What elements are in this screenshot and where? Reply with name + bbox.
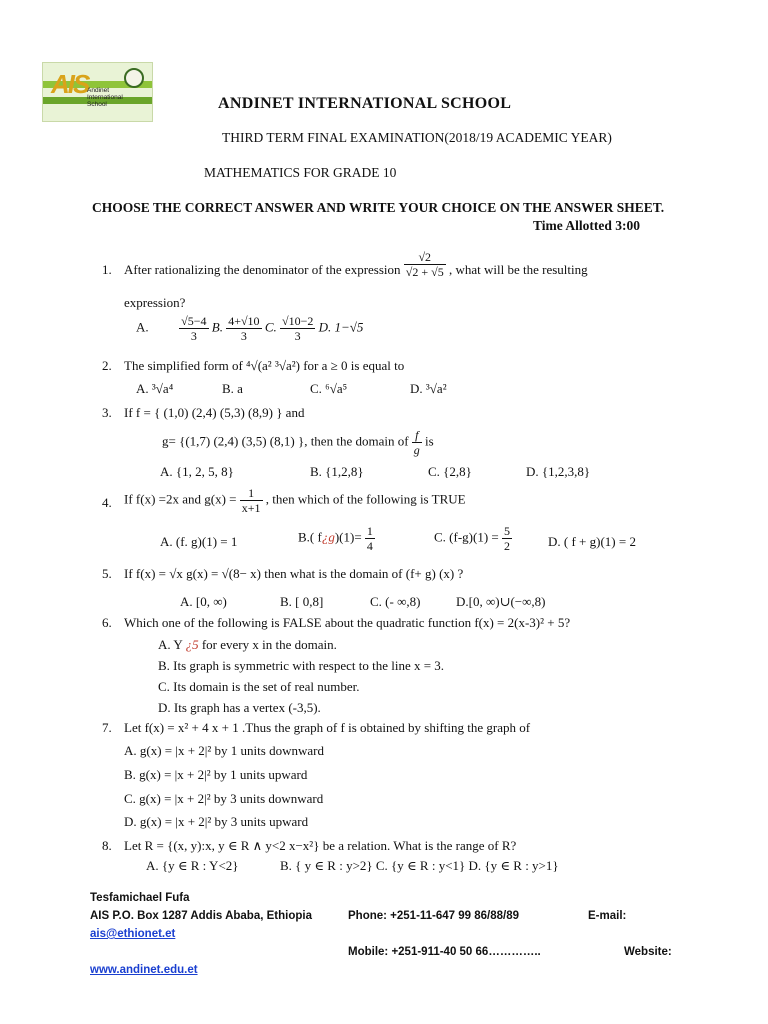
author-name: Tesfamichael Fufa [90, 892, 190, 904]
question-number: 3. [102, 405, 112, 420]
question-text: After rationalizing the denominator of the expression $\frac{√2}{√2 + √5}$ , what will be the resulting [124, 249, 588, 279]
logo-mark: AIS [51, 69, 89, 99]
option-c: C. (f-g)(1) = $\frac{5}{2}$ [434, 524, 510, 553]
question-text-continued: expression? [124, 295, 186, 310]
question-number: 1. [102, 262, 112, 277]
option-c: C. (- ∞,8) [370, 594, 421, 609]
instructions: CHOOSE THE CORRECT ANSWER AND WRITE YOUR CHOICE ON THE ANSWER SHEET. [92, 200, 665, 215]
option-c: C. g(x) = |x + 2|² by 3 units downward [124, 791, 324, 806]
option-a: A. g(x) = |x + 2|² by 1 units downward [124, 743, 324, 758]
option-d: D. ³√a² [410, 381, 447, 396]
option-d: D. {1,2,3,8} [526, 464, 591, 479]
question-number: 8. [102, 838, 112, 853]
option-c: C. Its domain is the set of real number. [158, 679, 360, 694]
option-b: B. {1,2,8} [310, 464, 364, 479]
school-name: ANDINET INTERNATIONAL SCHOOL [218, 95, 512, 112]
school-logo [42, 62, 153, 122]
logo-text: Andinet International School [87, 87, 123, 108]
question-text: Let f(x) = x² + 4 x + 1 .Thus the graph of f is obtained by shifting the graph of [124, 720, 531, 735]
option-c: C. ⁶√a⁵ [310, 381, 348, 396]
option-a: A. Y ¿5 for every x in the domain. [158, 637, 337, 652]
option-d: D.[0, ∞)∪(−∞,8) [456, 594, 546, 609]
question-number: 2. [102, 358, 112, 373]
option-d: D. g(x) = |x + 2|² by 3 units upward [124, 814, 309, 829]
subject-title: MATHEMATICS FOR GRADE 10 [204, 165, 397, 180]
mobile-number: Mobile: +251-911-40 50 66………….. [348, 946, 541, 958]
question-text-continued: g= {(1,7) (2,4) (3,5) (8,1) }, then the domain of $\frac{f}{g}$ is [162, 428, 434, 457]
option-b: B. [ 0,8] [280, 594, 324, 609]
option-b: B. g(x) = |x + 2|² by 1 units upward [124, 767, 308, 782]
option-b: B. a [222, 381, 243, 396]
question-number: 6. [102, 615, 112, 630]
question-text: Let R = {(x, y):x, y ∈ R ∧ y<2 x−x²} be a relation. What is the range of R? [124, 838, 517, 853]
option-a: A. ³√a⁴ [136, 381, 174, 396]
exam-title: THIRD TERM FINAL EXAMINATION(2018/19 ACADEMIC YEAR) [222, 130, 612, 145]
time-allotted: Time Allotted 3:00 [533, 218, 640, 233]
option-d: D. ( f + g)(1) = 2 [548, 534, 636, 549]
question-number: 4. [102, 495, 112, 510]
seal-icon [124, 68, 144, 88]
question-text: If f(x) = √x g(x) = √(8− x) then what is the domain of (f+ g) (x) ? [124, 566, 464, 581]
option-a: A. {1, 2, 5, 8} [160, 464, 234, 479]
option-b: B.( f¿g)(1)= $\frac{1}{4}$ [298, 524, 373, 553]
option-d: D. Its graph has a vertex (-3,5). [158, 700, 321, 715]
option-a: A. (f. g)(1) = 1 [160, 534, 238, 549]
options-b-c-d: B. { y ∈ R : y>2} C. {y ∈ R : y<1} D. {y ∈ R : y>1} [280, 858, 559, 873]
option-b: B. Its graph is symmetric with respect to the line x = 3. [158, 658, 445, 673]
question-text: Which one of the following is FALSE about the quadratic function f(x) = 2(x-3)² + 5? [124, 615, 571, 630]
question-number: 7. [102, 720, 112, 735]
email-link[interactable]: ais@ethionet.et [90, 928, 176, 940]
website-link[interactable]: www.andinet.edu.et [90, 964, 198, 976]
question-text: If f = { (1,0) (2,4) (5,3) (8,9) } and [124, 405, 305, 420]
school-address: AIS P.O. Box 1287 Addis Ababa, Ethiopia [90, 910, 312, 922]
question-text: If f(x) =2x and g(x) = $\frac{1}{x+1}$ , then which of the following is TRUE [124, 486, 466, 515]
answer-options: A. $\frac{√5-4}{3}$ B. $\frac{4+√10}{3}$ C. $\frac{√10-2}{3}$ D. 1−√5 [136, 314, 364, 343]
option-a: A. [0, ∞) [180, 594, 227, 609]
option-c: C. {2,8} [428, 464, 472, 479]
option-a: A. {y ∈ R : Y<2} [146, 858, 239, 873]
question-number: 5. [102, 566, 112, 581]
website-label: Website: [624, 946, 672, 958]
email-label: E-mail: [588, 910, 627, 922]
phone-number: Phone: +251-11-647 99 86/88/89 [348, 910, 520, 922]
question-text: The simplified form of ⁴√(a² ³√a²) for a ≥ 0 is equal to [124, 358, 405, 373]
